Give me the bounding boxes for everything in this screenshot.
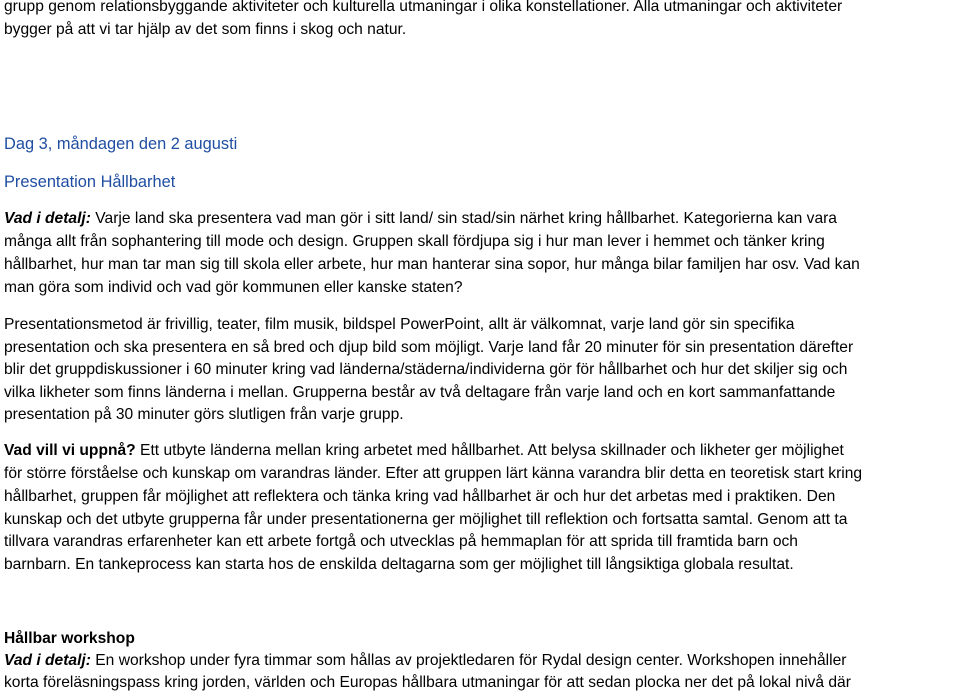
- workshop-title-text: Hållbar workshop: [4, 630, 135, 647]
- intro-text-2: bygger på att vi tar hjälp av det som finns i skog och natur.: [4, 21, 407, 38]
- goal-line-5: [4, 531, 798, 553]
- workshop-text-1: En workshop under fyra timmar som hållas av projektledaren för Rydal design center.: [90, 652, 683, 669]
- detail1-text-2: många allt från sophantering till mode och design.: [4, 233, 349, 250]
- goal-text-1: Ett utbyte länderna mellan kring arbetet med hållbarhet.: [135, 442, 525, 459]
- day3-subtitle-text: Presentation Hållbarhet: [4, 173, 176, 191]
- method-text-5: presentation på 30 minuter görs slutligen från varje grupp.: [4, 406, 404, 423]
- goal-text-6: barnbarn.: [4, 556, 71, 573]
- goal-line-3: [4, 486, 835, 508]
- goal-line-2: [4, 463, 862, 485]
- method-text-2b: Varje land får 20 minuter för sin presentation därefter: [484, 339, 854, 356]
- method-text-1: Presentationsmetod är frivillig, teater, film musik, bildspel PowerPoint, allt är välkomnat, varje land gör sin specifika: [4, 316, 795, 333]
- detail1-line-3: [4, 254, 860, 276]
- day3-title-text: Dag 3, måndagen den 2 augusti: [4, 135, 238, 153]
- detail1-label: Vad i detalj:: [4, 210, 91, 227]
- method-text-3: blir det gruppdiskussioner i 60 minuter kring vad länderna/städerna/individerna gör för hållbarhet och hur det skiljer sig och: [4, 361, 848, 378]
- goal-label: Vad vill vi uppnå?: [4, 442, 136, 459]
- workshop-label: Vad i detalj:: [4, 652, 91, 669]
- day3-subtitle: [4, 171, 175, 193]
- goal-text-1b: Att belysa skillnader och likheter ger möjlighet: [524, 442, 844, 459]
- detail1-text-3: hållbarhet, hur man tar man sig till skola eller arbete, hur man hanterar sina sopor, hur många bilar familjen har osv.: [4, 256, 800, 273]
- detail1-text-3b: Vad kan: [799, 256, 860, 273]
- detail1-line-1: [4, 208, 837, 230]
- method-line-1: [4, 314, 794, 336]
- method-text-2: presentation och ska presentera en så bred och djup bild som möjligt.: [4, 339, 485, 356]
- workshop-line-1: [4, 650, 846, 672]
- goal-line-6: [4, 554, 794, 576]
- intro-line-2: [4, 19, 406, 41]
- intro-line-1: [4, 0, 842, 18]
- day3-title: [4, 133, 237, 155]
- method-line-5: [4, 404, 404, 426]
- goal-text-2: för större förståelse och kunskap om varandras länder.: [4, 465, 382, 482]
- goal-line-1: [4, 440, 844, 462]
- workshop-text-1b: Workshopen innehåller: [682, 652, 847, 669]
- method-line-2: [4, 337, 853, 359]
- detail1-text-4: man göra som individ och vad gör kommunen eller kanske staten?: [4, 279, 463, 296]
- workshop-line-2: [4, 672, 851, 694]
- detail1-text-1: Varje land ska presentera vad man gör i sitt land/ sin stad/sin närhet kring hållbarhet. Kategorierna kan vara: [90, 210, 837, 227]
- goal-text-6b: En tankeprocess kan starta hos de enskilda deltagarna som ger möjlighet till långsiktiga globala resultat.: [70, 556, 794, 573]
- detail1-line-2: [4, 231, 825, 253]
- goal-text-5: tillvara varandras erfarenheter kan ett arbete fortgå och utvecklas på hemmaplan för att sprida till framtida barn och: [4, 533, 798, 550]
- workshop-text-2: korta föreläsningspass kring jorden, världen och Europas hållbara utmaningar för att sedan plocka ner det på lokal nivå där: [4, 674, 851, 691]
- method-line-3: [4, 359, 847, 381]
- detail1-line-4: [4, 277, 463, 299]
- goal-text-3: hållbarhet, gruppen får möjlighet att reflektera och tänka kring vad hållbarhet är och hur det arbetas med i praktiken.: [4, 488, 803, 505]
- detail1-text-2b: Gruppen skall fördjupa sig i hur man lever i hemmet och tänker kring: [348, 233, 825, 250]
- goal-text-4b: Genom att ta: [752, 511, 848, 528]
- goal-text-3b: Den: [802, 488, 836, 505]
- goal-text-4: kunskap och det utbyte grupperna får under presentationerna ger möjlighet till reflektion och fortsatta samtal.: [4, 511, 753, 528]
- method-text-4: vilka likheter som finns länderna i mellan.: [4, 384, 289, 401]
- workshop-title: [4, 628, 135, 650]
- goal-line-4: [4, 509, 847, 531]
- intro-text-1: grupp genom relationsbyggande aktiviteter och kulturella utmaningar i olika konstellationer. Alla utmaningar och aktiviteter: [4, 0, 843, 15]
- goal-text-2b: Efter att gruppen lärt känna varandra blir detta en teoretisk start kring: [381, 465, 863, 482]
- method-text-4b: Grupperna består av två deltagare från varje land och en kort sammanfattande: [288, 384, 836, 401]
- method-line-4: [4, 382, 835, 404]
